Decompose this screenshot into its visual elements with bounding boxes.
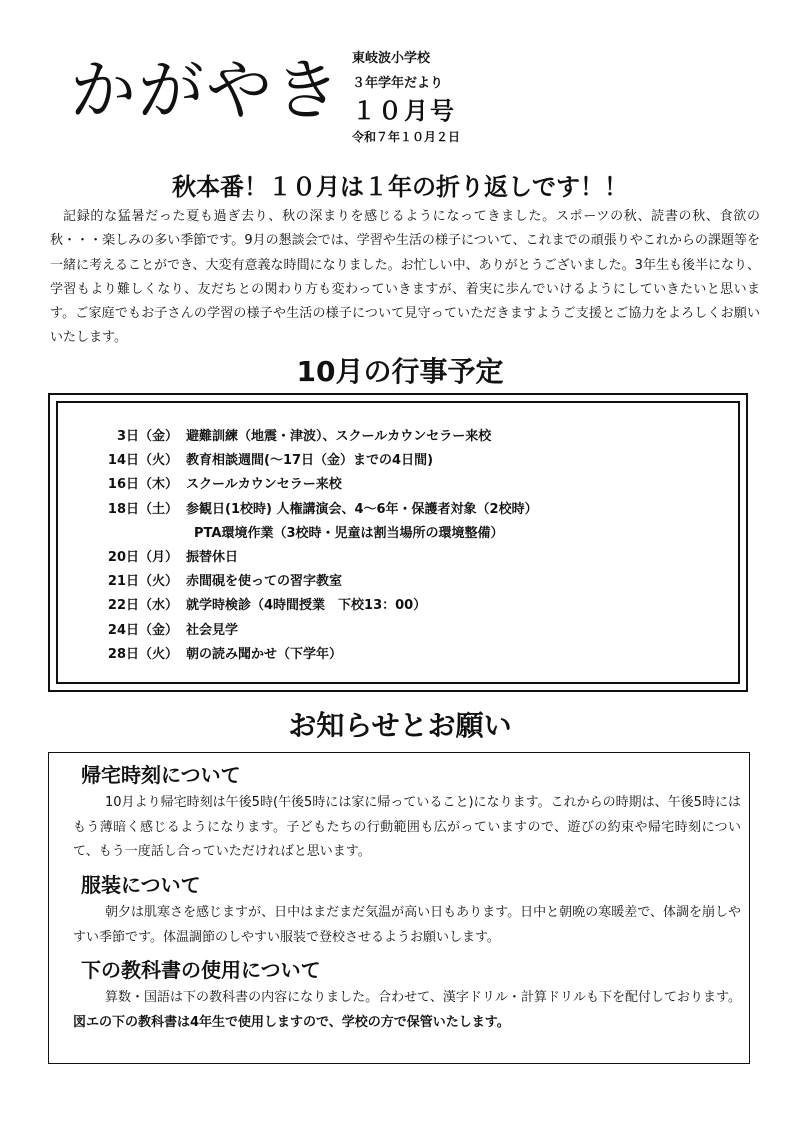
event-description: 教育相談週間(～17日（金）までの4日間) <box>186 453 434 469</box>
event-day: 18日（土） <box>107 501 178 517</box>
events-box <box>48 393 748 692</box>
notices-title: お知らせとお願い <box>288 709 512 742</box>
notice-clothing <box>69 871 745 950</box>
event-day: 21日（火） <box>107 574 178 590</box>
newsletter-title: かがやき <box>70 52 342 129</box>
notices-box <box>48 752 750 1064</box>
masthead-info <box>352 50 460 146</box>
issue-date: 令和７年１０月２日 <box>352 130 461 144</box>
events-title: 10月の行事予定 <box>296 355 504 388</box>
event-row <box>94 425 538 449</box>
notice-textbook <box>69 956 745 1035</box>
event-row <box>94 594 538 618</box>
event-day: 28日（火） <box>107 646 178 662</box>
notice-heading: 下の教科書の使用について <box>81 958 321 982</box>
event-list <box>94 425 538 667</box>
issue-label: １０月号 <box>352 97 456 125</box>
event-day: 14日（火） <box>107 453 178 469</box>
event-day: 16日（木） <box>107 477 178 493</box>
event-row <box>94 473 538 497</box>
event-description: PTA環境作業（3校時・児童は割当場所の環境整備） <box>194 525 504 541</box>
event-row <box>94 449 538 473</box>
event-description: 朝の読み聞かせ（下学年） <box>186 646 343 662</box>
newsletter-subtitle: ３年学年だより <box>352 76 444 91</box>
event-description: 社会見学 <box>186 622 239 638</box>
notice-body: 10月より帰宅時刻は午後5時(午後5時には家に帰っていること)になります。これからの時期は、午後5時にはもう薄暗く感じるようになります。子どもたちの行動範囲も広がっていますので、遊びの約束や帰宅時刻について、もう一度話し合っていただければと思います。 <box>73 795 741 859</box>
event-day: 22日（水） <box>107 598 178 614</box>
notice-body <box>69 986 745 1035</box>
event-description: 避難訓練（地震・津波）、スクールカウンセラー来校 <box>186 429 492 444</box>
notice-return-time <box>69 761 745 865</box>
event-day: 3日（金） <box>116 429 178 444</box>
notice-body-text: 算数・国語は下の教科書の内容になりました。合わせて、漢字ドリル・計算ドリルも下を配付しております。 <box>105 990 741 1005</box>
events-box-inner <box>56 401 740 684</box>
event-row <box>94 498 538 522</box>
intro-paragraph: 記録的な猛暑だった夏も過ぎ去り、秋の深まりを感じるようになってきました。スポーツの秋、読書の秋、食欲の秋・・・楽しみの多い季節です。9月の懇談会では、学習や生活の様子について、これまでの頑張りやこれからの課題等を一緒に考えることができ、大変有意義な時間になりました。お忙しい中、ありがとうございました。3年生も後半になり、学習もより難しくなり、友だちとの関わり方も変わっていきますが、着実に歩んでいけるようにしていきたいと思います。ご家庭でもお子さんの学習の様子や生活の様子について見守っていただきますようご支援とご協力をよろしくお願いいたします。 <box>50 209 760 346</box>
notice-heading: 服装について <box>81 873 201 897</box>
notice-body-emphasis: 図エの下の教科書は4年生で使用しますので、学校の方で保管いたします。 <box>73 1014 510 1030</box>
event-description: 参観日(1校時) 人権講演会、4～6年・保護者対象（2校時） <box>186 501 538 517</box>
notice-heading: 帰宅時刻について <box>81 763 241 787</box>
event-row <box>94 570 538 594</box>
notice-body: 朝夕は肌寒さを感じますが、日中はまだまだ気温が高い日もあります。日中と朝晩の寒暖差で、体調を崩しやすい季節です。体温調節のしやすい服装で登校させるようお願いします。 <box>73 905 741 945</box>
headline: 秋本番！１０月は１年の折り返しです！！ <box>172 173 628 201</box>
event-row <box>94 619 538 643</box>
event-description: 赤間硯を使っての習字教室 <box>186 574 343 590</box>
school-name: 東岐波小学校 <box>352 51 431 66</box>
event-description: スクールカウンセラー来校 <box>186 477 342 493</box>
event-day: 24日（金） <box>107 622 178 638</box>
event-day: 20日（月） <box>107 549 178 565</box>
event-description: 就学時検診（4時間授業 下校13：00） <box>186 598 427 614</box>
event-description: 振替休日 <box>186 549 239 565</box>
event-row <box>94 643 538 667</box>
event-row <box>94 522 538 546</box>
event-row <box>94 546 538 570</box>
